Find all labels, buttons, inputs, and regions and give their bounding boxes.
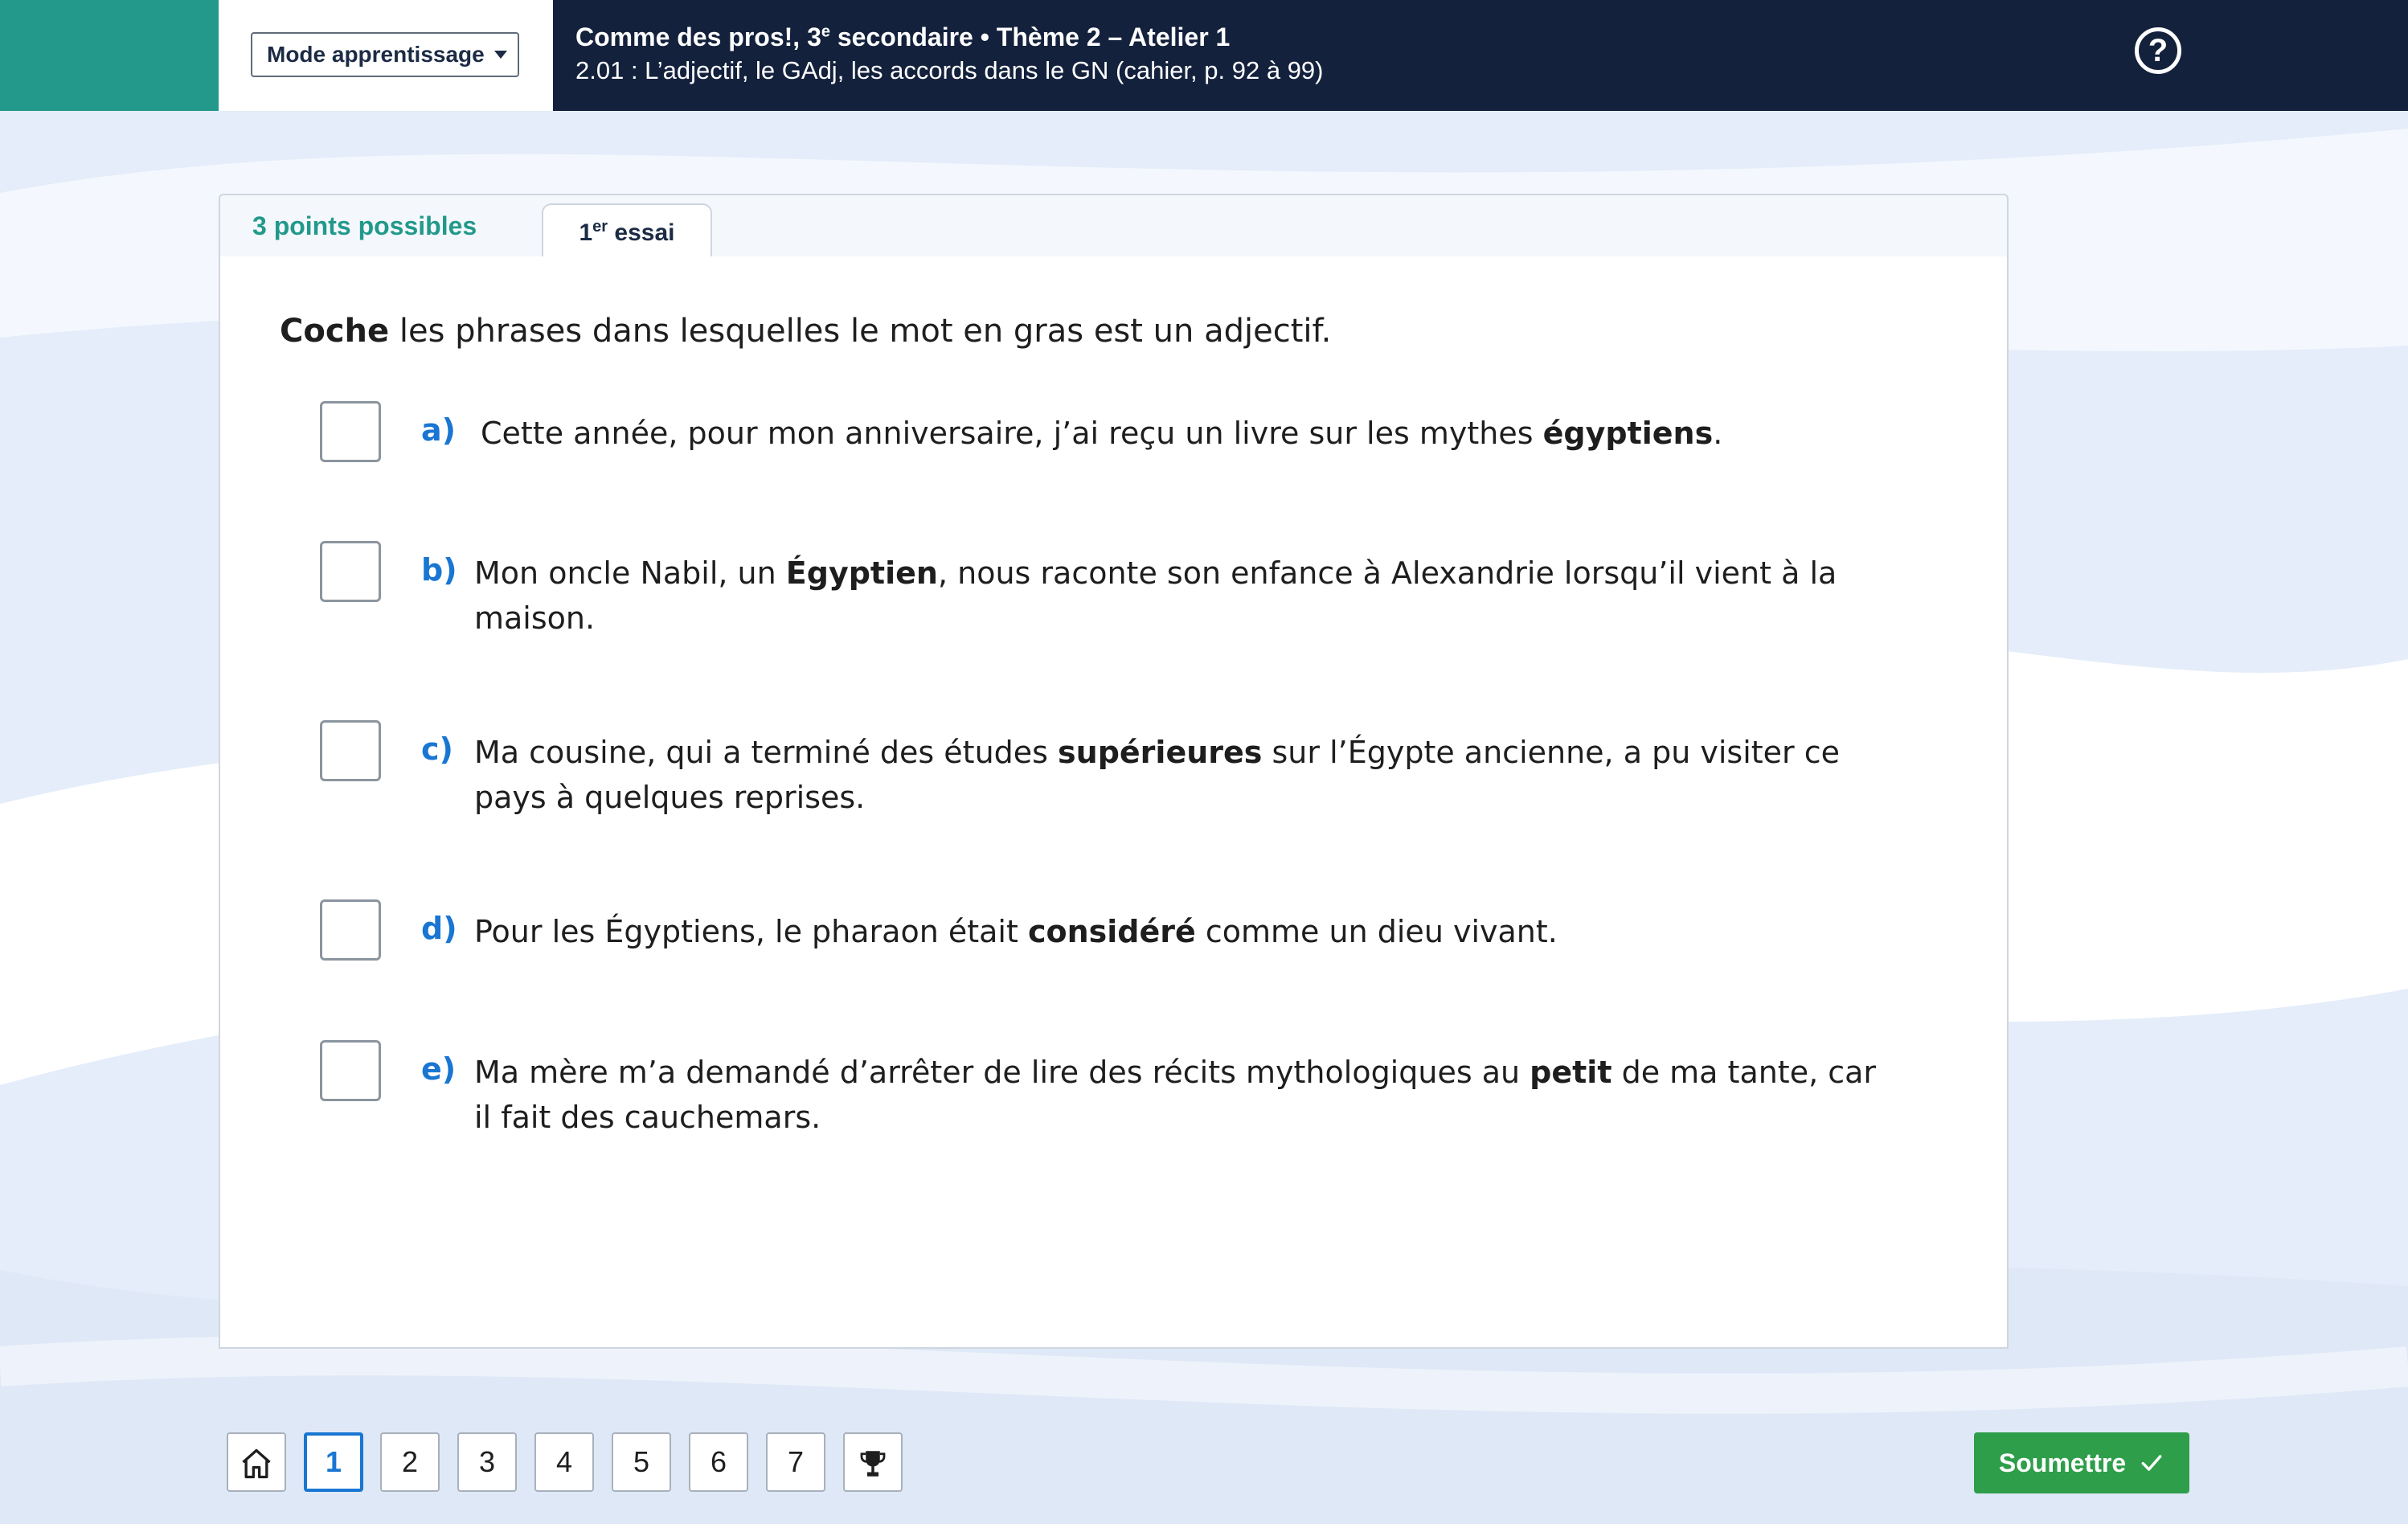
mode-dropdown[interactable] [251, 32, 519, 77]
page-button-1[interactable]: 1 [304, 1432, 363, 1492]
brand-color-block [0, 0, 219, 111]
answer-sentence: Ma mère m’a demandé d’arrêter de lire des récits mythologiques au petit de ma tante, car il fait des cauchemars. [474, 1055, 1877, 1135]
title-panel [553, 0, 2408, 111]
lesson-subtitle: 2.01 : L’adjectif, le GAdj, les accords dans le GN (cahier, p. 92 à 99) [575, 56, 1324, 84]
page-button-2[interactable]: 2 [380, 1432, 440, 1492]
answer-letter: e) [421, 1051, 457, 1087]
tab-attempt[interactable]: 1er essai [542, 203, 712, 261]
submit-button[interactable] [1974, 1432, 2189, 1493]
page-button-3[interactable]: 3 [457, 1432, 517, 1492]
answer-letter: a) [421, 412, 457, 448]
question-card [219, 194, 2009, 1349]
answer-sentence: Cette année, pour mon anniversaire, j’ai reçu un livre sur les mythes égyptiens. [481, 416, 1723, 451]
home-icon [239, 1446, 274, 1481]
course-title: Comme des pros!, 3e secondaire • Thème 2 – Atelier 1 [575, 23, 1231, 51]
mode-dropdown-label: Mode apprentissage [267, 42, 485, 67]
answer-checkbox-d[interactable] [320, 899, 381, 961]
instruction-text: Coche les phrases dans lesquelles le mot en gras est un adjectif. [280, 313, 1332, 350]
answer-checkbox-c[interactable] [320, 720, 381, 781]
answer-checkbox-b[interactable] [320, 541, 381, 602]
answer-letter: c) [421, 731, 453, 767]
page-button-4[interactable]: 4 [534, 1432, 594, 1492]
page-button-7[interactable]: 7 [766, 1432, 825, 1492]
home-button[interactable] [227, 1432, 286, 1492]
submit-label: Soumettre [1998, 1448, 2127, 1477]
answer-letter: d) [421, 911, 457, 946]
answer-sentence: Mon oncle Nabil, un Égyptien, nous raconte son enfance à Alexandrie lorsqu’il vient à la maison. [474, 555, 1837, 636]
top-bar [0, 0, 2408, 111]
question-circle-icon[interactable]: ? [2135, 27, 2181, 74]
page-button-6[interactable]: 6 [689, 1432, 748, 1492]
answer-sentence: Pour les Égyptiens, le pharaon était considéré comme un dieu vivant. [474, 914, 1558, 949]
answer-letter: b) [421, 552, 457, 588]
card-header [219, 194, 2009, 258]
mode-panel [219, 0, 553, 111]
chevron-down-icon [494, 51, 507, 59]
checkmark-icon [2139, 1450, 2164, 1476]
results-button[interactable] [843, 1432, 903, 1492]
points-label: 3 points possibles [252, 211, 477, 240]
answer-sentence: Ma cousine, qui a terminé des études supérieures sur l’Égypte ancienne, a pu visiter ce pays à quelques reprises. [474, 735, 1841, 815]
answer-checkbox-e[interactable] [320, 1040, 381, 1101]
answer-checkbox-a[interactable] [320, 401, 381, 462]
card-body [219, 256, 2009, 1349]
page-button-5[interactable]: 5 [612, 1432, 671, 1492]
trophy-icon [856, 1447, 890, 1481]
